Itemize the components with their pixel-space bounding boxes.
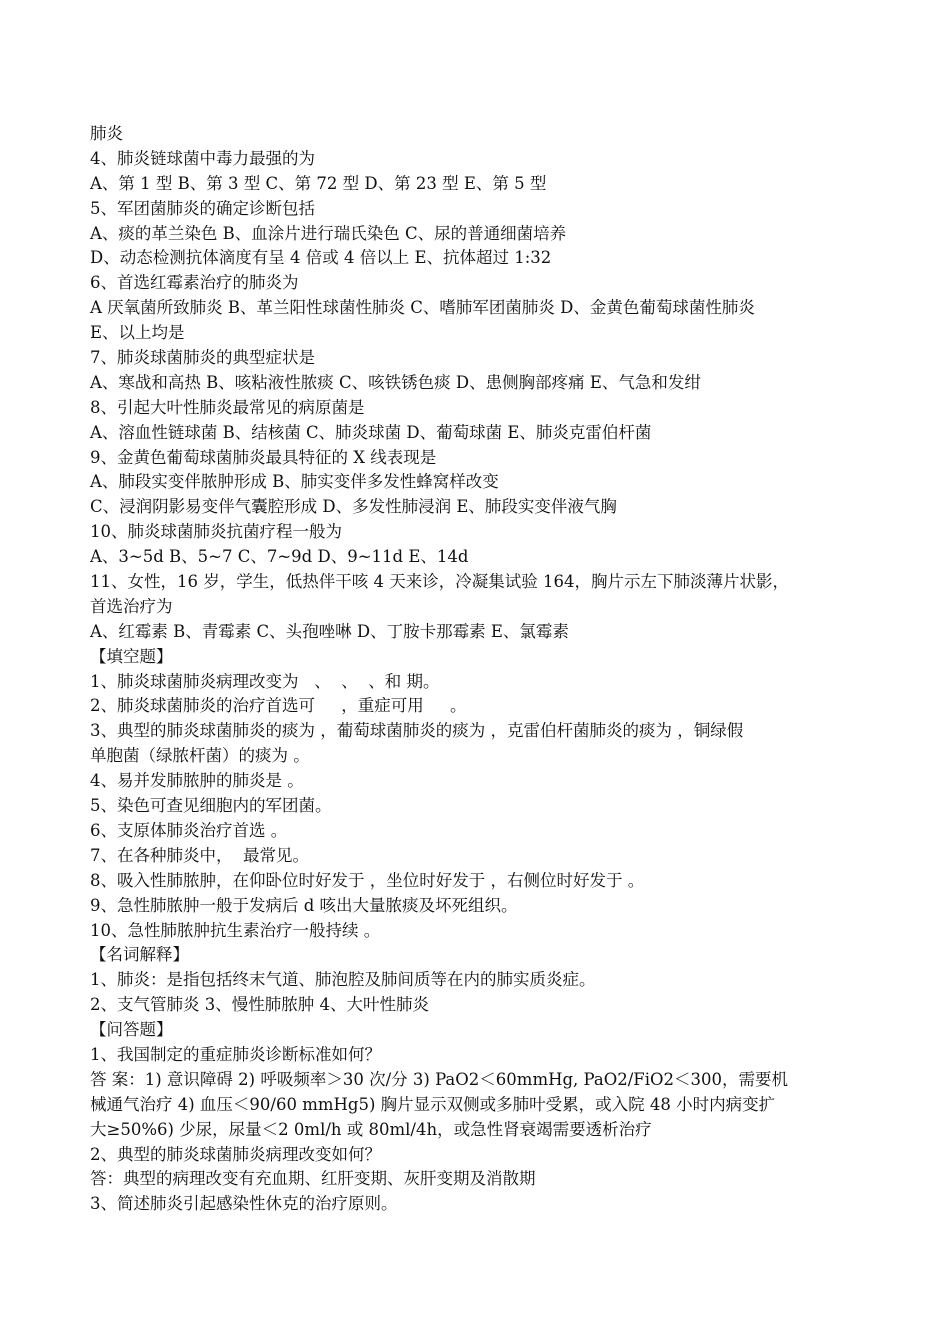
question-6: 6、首选红霉素治疗的肺炎为 <box>90 273 299 293</box>
question-7: 7、肺炎球菌肺炎的典型症状是 <box>90 348 315 368</box>
heading-definitions: 【名词解释】 <box>90 945 189 965</box>
fill-blank-1: 1、肺炎球菌肺炎病理改变为 、 、 、和 期。 <box>90 671 440 691</box>
fill-blank-7: 7、在各种肺炎中， 最常见。 <box>90 845 309 865</box>
question-5: 5、军团菌肺炎的确定诊断包括 <box>90 198 315 218</box>
fill-blank-8: 8、吸入性肺脓肿，在仰卧位时好发于 ，坐位时好发于 ，右侧位时好发于 。 <box>90 870 645 890</box>
qa-1: 1、我国制定的重症肺炎诊断标准如何？ <box>90 1044 381 1064</box>
question-9: 9、金黄色葡萄球菌肺炎最具特征的 X 线表现是 <box>90 447 437 467</box>
fill-blank-3: 3、典型的肺炎球菌肺炎的痰为 ，葡萄球菌肺炎的痰为 ，克雷伯杆菌肺炎的痰为 ，铜绿假 <box>90 721 744 741</box>
question-4-options: A、第 1 型 B、第 3 型 C、第 72 型 D、第 23 型 E、第 5 型 <box>90 173 547 193</box>
question-10: 10、肺炎球菌肺炎抗菌疗程一般为 <box>90 522 342 542</box>
question-11-options: A、红霉素 B、青霉素 C、头孢唑啉 D、丁胺卡那霉素 E、氯霉素 <box>90 621 569 641</box>
definition-2-4: 2、支气管肺炎 3、慢性肺脓肿 4、大叶性肺炎 <box>90 995 429 1015</box>
fill-blank-9: 9、急性肺脓肿一般于发病后 d 咳出大量脓痰及坏死组织。 <box>90 895 518 915</box>
document-page <box>90 122 870 1217</box>
qa-2-answer: 答：典型的病理改变有充血期、红肝变期、灰肝变期及消散期 <box>90 1169 536 1189</box>
question-8: 8、引起大叶性肺炎最常见的病原菌是 <box>90 397 365 417</box>
heading-qa: 【问答题】 <box>90 1020 173 1040</box>
qa-1-answer-cont2: 大≥50%6) 少尿，尿量＜2 0ml/h 或 80ml/4h，或急性肾衰竭需要透析治疗 <box>90 1119 652 1139</box>
question-6-options-a: A 厌氧菌所致肺炎 B、革兰阳性球菌性肺炎 C、嗜肺军团菌肺炎 D、金黄色葡萄球菌性肺炎 <box>90 298 755 318</box>
section-title: 肺炎 <box>90 124 123 143</box>
qa-3: 3、简述肺炎引起感染性休克的治疗原则。 <box>90 1194 398 1214</box>
question-9-options-a: A、肺段实变伴脓肿形成 B、肺实变伴多发性蜂窝样改变 <box>90 472 499 492</box>
question-5-options-a: A、痰的革兰染色 B、血涂片进行瑞氏染色 C、尿的普通细菌培养 <box>90 223 567 243</box>
question-6-options-b: E、以上均是 <box>90 323 185 343</box>
question-5-options-b: D、动态检测抗体滴度有呈 4 倍或 4 倍以上 E、抗体超过 1:32 <box>90 248 552 268</box>
definition-1: 1、肺炎：是指包括终末气道、肺泡腔及肺间质等在内的肺实质炎症。 <box>90 970 596 990</box>
qa-1-answer-cont1: 械通气治疗 4) 血压＜90/60 mmHg5) 胸片显示双侧或多肺叶受累，或入院 48 小时内病变扩 <box>90 1094 776 1114</box>
question-8-options: A、溶血性链球菌 B、结核菌 C、肺炎球菌 D、葡萄球菌 E、肺炎克雷伯杆菌 <box>90 422 652 442</box>
fill-blank-5: 5、染色可查见细胞内的军团菌。 <box>90 796 332 816</box>
fill-blank-4: 4、易并发肺脓肿的肺炎是 。 <box>90 771 304 791</box>
fill-blank-6: 6、支原体肺炎治疗首选 。 <box>90 820 288 840</box>
fill-blank-2: 2、肺炎球菌肺炎的治疗首选可 ，重症可用 。 <box>90 696 467 716</box>
question-4: 4、肺炎链球菌中毒力最强的为 <box>90 148 315 168</box>
question-7-options: A、寒战和高热 B、咳粘液性脓痰 C、咳铁锈色痰 D、患侧胸部疼痛 E、气急和发绀 <box>90 372 701 392</box>
question-10-options: A、3~5d B、5~7 C、7~9d D、9~11d E、14d <box>90 547 469 567</box>
question-11-cont: 首选治疗为 <box>90 596 173 616</box>
question-11: 11、女性，16 岁，学生，低热伴干咳 4 天来诊，冷凝集试验 164，胸片示左下肺淡薄片状影， <box>90 572 789 592</box>
qa-2: 2、典型的肺炎球菌肺炎病理改变如何？ <box>90 1144 381 1164</box>
heading-fill-blank: 【填空题】 <box>90 646 173 666</box>
fill-blank-3-cont: 单胞菌（绿脓杆菌）的痰为 。 <box>90 746 310 766</box>
fill-blank-10: 10、急性肺脓肿抗生素治疗一般持续 。 <box>90 920 381 940</box>
qa-1-answer: 答 案：1) 意识障碍 2) 呼吸频率＞30 次/分 3) PaO2＜60mmHg, PaO2/FiO2＜300，需要机 <box>90 1069 789 1089</box>
question-9-options-b: C、浸润阴影易变伴气囊腔形成 D、多发性肺浸润 E、肺段实变伴液气胸 <box>90 497 617 517</box>
